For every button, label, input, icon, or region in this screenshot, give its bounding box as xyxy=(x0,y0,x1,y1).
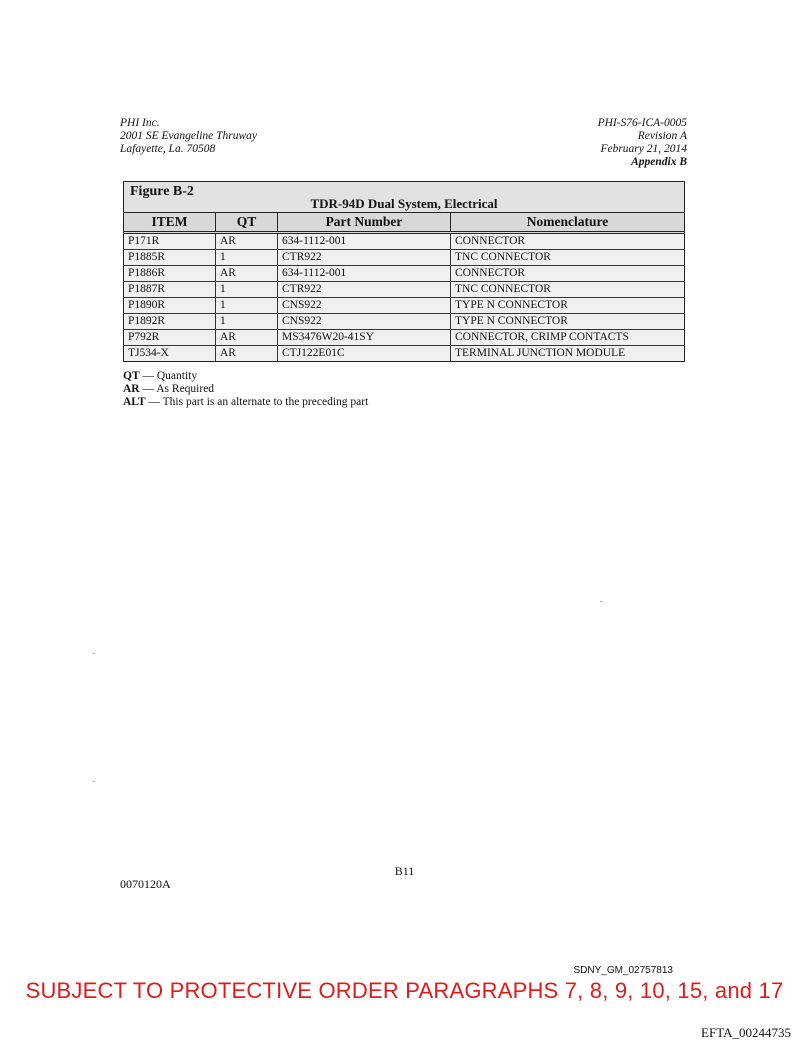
cell-item: P1887R xyxy=(124,282,216,298)
col-item-header: ITEM xyxy=(124,213,216,233)
abbreviation-legend xyxy=(123,370,368,409)
cell-part: 634-1112-001 xyxy=(278,266,451,282)
cell-qt: 1 xyxy=(216,314,278,330)
cell-qt: 1 xyxy=(216,298,278,314)
cell-part: CNS922 xyxy=(278,314,451,330)
cell-part: MS3476W20-41SY xyxy=(278,330,451,346)
table-row xyxy=(124,314,684,330)
cell-nomenclature: TYPE N CONNECTOR xyxy=(451,298,685,314)
cell-item: P1890R xyxy=(124,298,216,314)
table-row xyxy=(124,233,684,250)
table-row xyxy=(124,298,684,314)
cell-nomenclature: CONNECTOR xyxy=(451,266,685,282)
cell-nomenclature: CONNECTOR, CRIMP CONTACTS xyxy=(451,330,685,346)
figure-label: Figure B-2 xyxy=(130,184,194,199)
cell-qt: 1 xyxy=(216,250,278,266)
cell-nomenclature: TERMINAL JUNCTION MODULE xyxy=(451,346,685,362)
col-qt-header: QT xyxy=(216,213,278,233)
cell-part: CTR922 xyxy=(278,250,451,266)
cell-part: CNS922 xyxy=(278,298,451,314)
address-line-2: Lafayette, La. 70508 xyxy=(120,143,216,155)
bates-number: SDNY_GM_02757813 xyxy=(573,965,673,976)
doc-number: PHI-S76-ICA-0005 xyxy=(597,117,687,129)
address-line-1: 2001 SE Evangeline Thruway xyxy=(120,130,258,142)
cell-nomenclature: CONNECTOR xyxy=(451,233,685,250)
figure-table-box xyxy=(123,181,685,362)
cell-item: TJ534-X xyxy=(124,346,216,362)
figure-subtitle: TDR-94D Dual System, Electrical xyxy=(310,196,498,211)
protective-order-notice: SUBJECT TO PROTECTIVE ORDER PARAGRAPHS 7, 8, 9, 10, 15, and 17 xyxy=(25,978,784,1003)
legend-entry xyxy=(123,396,368,409)
cell-qt: AR xyxy=(216,266,278,282)
table-row xyxy=(124,346,684,362)
legend-key: AR xyxy=(123,383,140,395)
cell-item: P1885R xyxy=(124,250,216,266)
cell-qt: 1 xyxy=(216,282,278,298)
header-right xyxy=(598,117,687,169)
cell-part: CTJ122E01C xyxy=(278,346,451,362)
scan-speck xyxy=(92,781,95,782)
cell-item: P792R xyxy=(124,330,216,346)
page-number: B11 xyxy=(394,864,415,878)
cell-qt: AR xyxy=(216,346,278,362)
col-part-number-header: Part Number xyxy=(278,213,451,233)
parts-table xyxy=(124,212,684,361)
legend-text: — This part is an alternate to the preceding part xyxy=(145,396,369,408)
scan-speck xyxy=(92,653,95,654)
cell-part: CTR922 xyxy=(278,282,451,298)
col-nomenclature-header: Nomenclature xyxy=(451,213,685,233)
table-header-row xyxy=(124,213,684,233)
cell-item: P1892R xyxy=(124,314,216,330)
scan-speck xyxy=(600,601,603,602)
cell-part: 634-1112-001 xyxy=(278,233,451,250)
legend-entry xyxy=(123,370,368,383)
table-row xyxy=(124,330,684,346)
cell-nomenclature: TNC CONNECTOR xyxy=(451,282,685,298)
figure-title-bar xyxy=(124,182,684,212)
legend-text: — As Required xyxy=(139,383,215,395)
revision: Revision A xyxy=(637,130,687,142)
table-row xyxy=(124,266,684,282)
table-row xyxy=(124,282,684,298)
table-row xyxy=(124,250,684,266)
doc-date: February 21, 2014 xyxy=(600,143,687,155)
efta-number: EFTA_00244735 xyxy=(701,1025,791,1040)
cell-qt: AR xyxy=(216,330,278,346)
legend-entry xyxy=(123,383,368,396)
header-left xyxy=(120,117,257,156)
document-code: 0070120A xyxy=(120,877,171,891)
legend-key: QT xyxy=(123,370,140,382)
cell-nomenclature: TNC CONNECTOR xyxy=(451,250,685,266)
cell-qt: AR xyxy=(216,233,278,250)
cell-nomenclature: TYPE N CONNECTOR xyxy=(451,314,685,330)
appendix-label: Appendix B xyxy=(631,156,687,168)
company-name: PHI Inc. xyxy=(120,117,160,129)
cell-item: P1886R xyxy=(124,266,216,282)
legend-key: ALT xyxy=(123,396,146,408)
cell-item: P171R xyxy=(124,233,216,250)
legend-text: — Quantity xyxy=(139,370,198,382)
